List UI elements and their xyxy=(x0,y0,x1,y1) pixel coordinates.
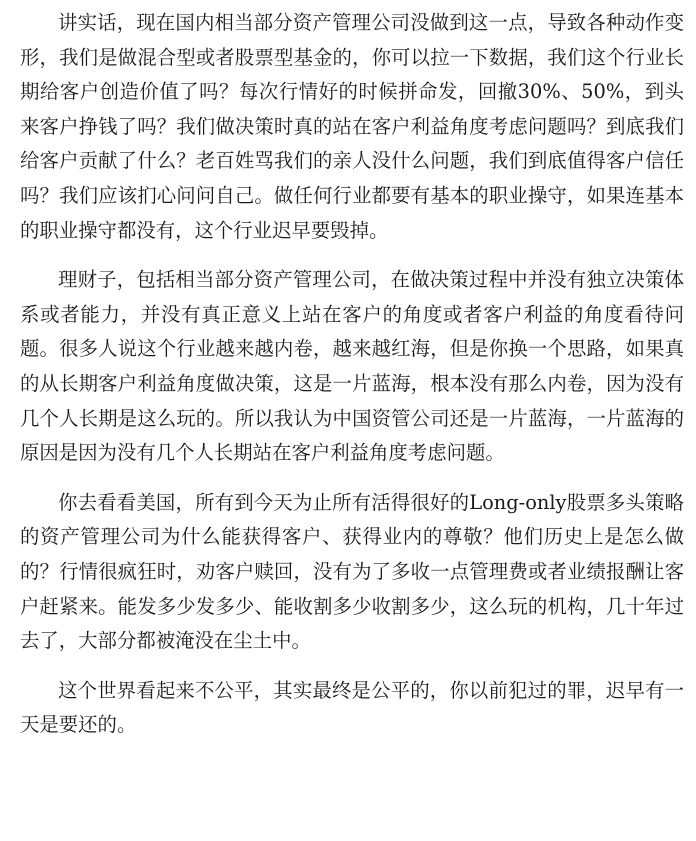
paragraph-3: 你去看看美国，所有到今天为止所有活得很好的Long-only股票多头策略的资产管理公司为什么能获得客户、获得业内的尊敬？他们历史上是怎么做的？行情很疯狂时，劝客户赎回，没有为了多收一点管理费或者业绩报酬让客户赶紧来。能发多少发多少、能收割多少收割多少，这么玩的机构，几十年过去了，大部分都被淹没在尘土中。 xyxy=(20,490,684,653)
paragraph-4: 这个世界看起来不公平，其实最终是公平的，你以前犯过的罪，迟早有一天是要还的。 xyxy=(20,678,684,737)
article-body xyxy=(20,6,684,743)
paragraph-2: 理财子，包括相当部分资产管理公司，在做决策过程中并没有独立决策体系或者能力，并没有真正意义上站在客户的角度或者客户利益的角度看待问题。很多人说这个行业越来越内卷，越来越红海，但是你换一个思路，如果真的从长期客户利益角度做决策，这是一片蓝海，根本没有那么内卷，因为没有几个人长期是这么玩的。所以我认为中国资管公司还是一片蓝海，一片蓝海的原因是因为没有几个人长期站在客户利益角度考虑问题。 xyxy=(20,268,684,465)
paragraph-1: 讲实话，现在国内相当部分资产管理公司没做到这一点，导致各种动作变形，我们是做混合型或者股票型基金的，你可以拉一下数据，我们这个行业长期给客户创造价值了吗？每次行情好的时候拼命发，回撤30%、50%，到头来客户挣钱了吗？我们做决策时真的站在客户利益角度考虑问题吗？到底我们给客户贡献了什么？老百姓骂我们的亲人没什么问题，我们到底值得客户信任吗？我们应该扪心问问自己。做任何行业都要有基本的职业操守，如果连基本的职业操守都没有，这个行业迟早要毁掉。 xyxy=(20,11,684,242)
